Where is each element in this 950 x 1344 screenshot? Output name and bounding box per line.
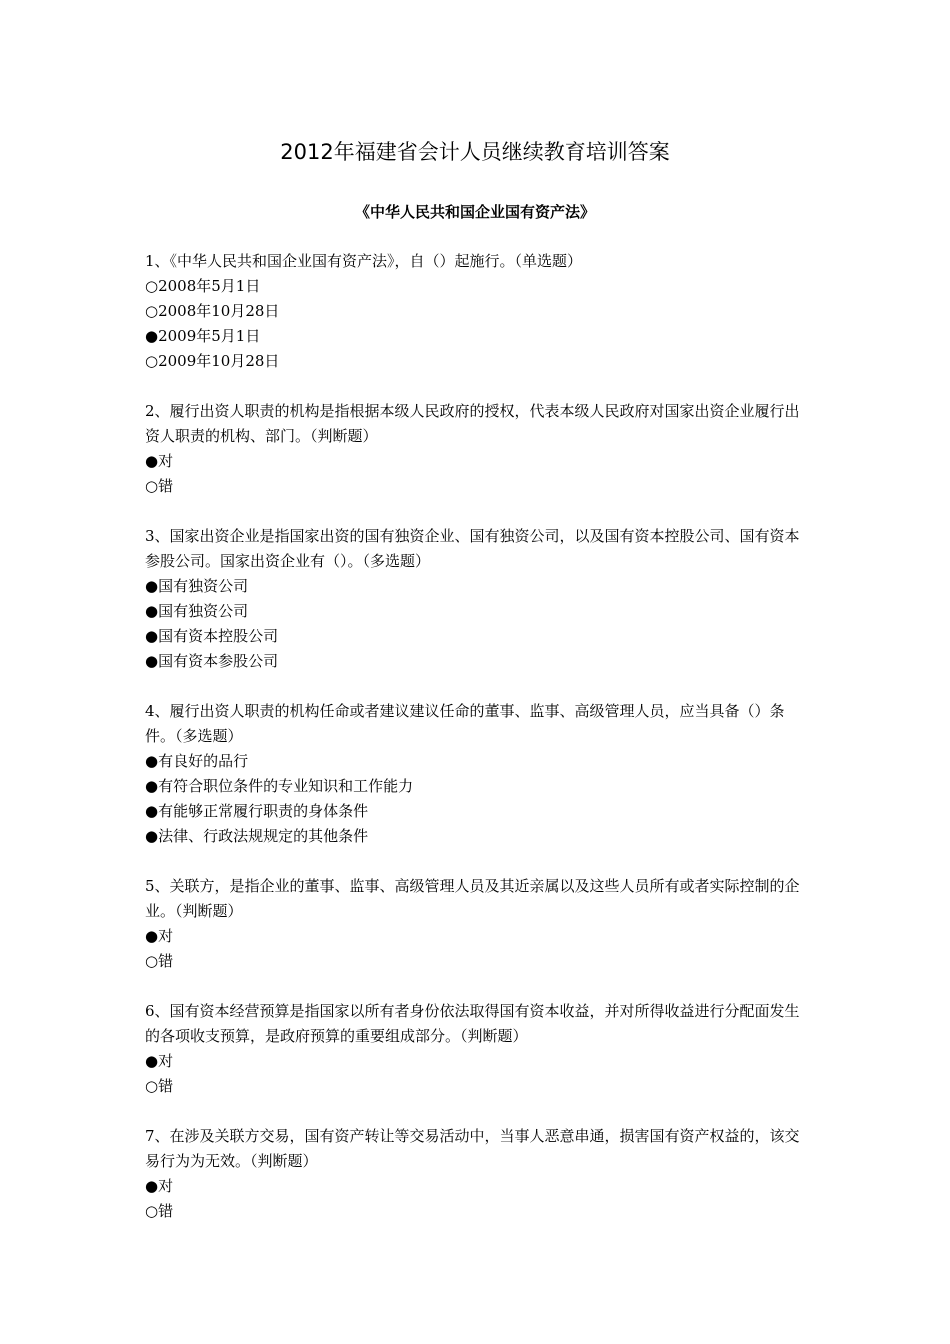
question-text: 7、在涉及关联方交易，国有资产转让等交易活动中，当事人恶意串通，损害国有资产权益的，该交易行为为无效。（判断题） [145,1127,800,1170]
question-text: 5、关联方，是指企业的董事、监事、高级管理人员及其近亲属以及这些人员所有或者实际控制的企业。（判断题） [145,877,800,920]
question-3 [145,524,810,674]
answer-option: ●对 [145,927,174,945]
question-text: 3、国家出资企业是指国家出资的国有独资企业、国有独资公司，以及国有资本控股公司、国有资本参股公司。国家出资企业有（）。（多选题） [145,527,800,570]
answer-option: ○2008年5月1日 [145,277,261,295]
answer-option: ●法律、行政法规规定的其他条件 [145,827,369,845]
section-title: 《中华人民共和国企业国有资产法》 [354,203,595,221]
question-5 [145,874,810,974]
answer-option: ○2009年10月28日 [145,352,280,370]
answer-option: ●对 [145,1052,174,1070]
question-2 [145,399,810,499]
question-6 [145,999,810,1099]
question-list [145,249,810,1249]
page-title: 2012年福建省会计人员继续教育培训答案 [280,140,670,164]
answer-option: ●有符合职位条件的专业知识和工作能力 [145,777,414,795]
answer-option: ●有良好的品行 [145,752,249,770]
answer-option: ○错 [145,1202,174,1220]
question-4 [145,699,810,849]
answer-option: ○错 [145,477,174,495]
answer-option: ●国有独资公司 [145,602,249,620]
answer-option: ○2008年10月28日 [145,302,280,320]
answer-option: ●国有独资公司 [145,577,249,595]
question-1 [145,249,810,374]
answer-option: ●对 [145,452,174,470]
question-text: 1、《中华人民共和国企业国有资产法》，自（）起施行。（单选题） [145,252,583,270]
question-text: 6、国有资本经营预算是指国家以所有者身份依法取得国有资本收益，并对所得收益进行分配面发生的各项收支预算，是政府预算的重要组成部分。（判断题） [145,1002,800,1045]
answer-option: ●国有资本控股公司 [145,627,279,645]
answer-option: ●国有资本参股公司 [145,652,279,670]
question-text: 4、履行出资人职责的机构任命或者建议建议任命的董事、监事、高级管理人员，应当具备（）条件。（多选题） [145,702,785,745]
answer-option: ●对 [145,1177,174,1195]
question-text: 2、履行出资人职责的机构是指根据本级人民政府的授权，代表本级人民政府对国家出资企业履行出资人职责的机构、部门。（判断题） [145,402,800,445]
answer-option: ○错 [145,1077,174,1095]
question-7 [145,1124,810,1224]
answer-option: ○错 [145,952,174,970]
answer-option: ●2009年5月1日 [145,327,261,345]
answer-option: ●有能够正常履行职责的身体条件 [145,802,369,820]
